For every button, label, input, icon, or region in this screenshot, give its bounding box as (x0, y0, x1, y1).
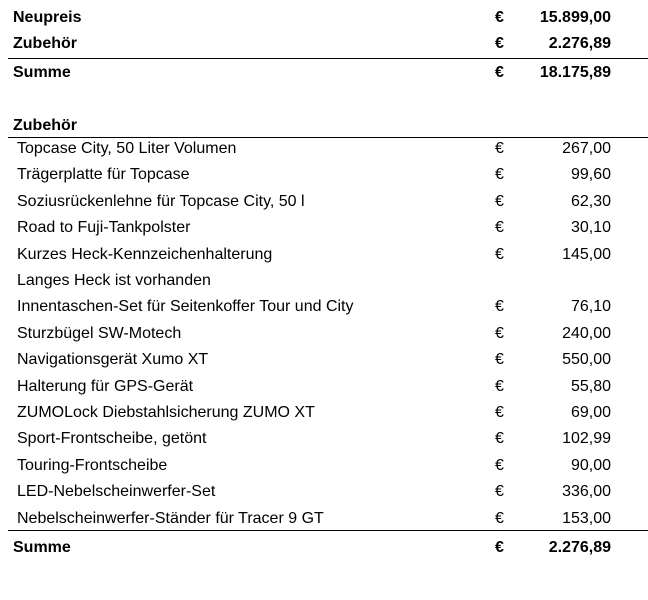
item-label: Touring-Frontscheibe (17, 456, 168, 474)
list-item (0, 426, 648, 452)
item-amount: 145,00 (562, 245, 611, 263)
item-label: Nebelscheinwerfer-Ständer für Tracer 9 GT (17, 509, 324, 527)
total-label: Summe (13, 64, 71, 81)
row-label: Neupreis (13, 9, 82, 26)
currency-symbol: € (495, 64, 504, 81)
item-label: Soziusrückenlehne für Topcase City, 50 l (17, 192, 305, 210)
item-label: Sport-Frontscheibe, getönt (17, 430, 207, 448)
currency-symbol: € (495, 245, 504, 263)
item-amount: 267,00 (562, 140, 611, 157)
list-item (0, 453, 648, 479)
item-amount: 62,30 (570, 192, 611, 210)
currency-symbol: € (495, 456, 504, 474)
item-amount: 55,80 (570, 377, 611, 395)
item-label: Kurzes Heck-Kennzeichenhalterung (17, 245, 273, 263)
currency-symbol: € (495, 324, 504, 342)
list-item (0, 268, 648, 294)
list-item (0, 400, 648, 426)
currency-symbol: € (495, 430, 504, 448)
list-item (0, 347, 648, 373)
currency-symbol: € (495, 351, 504, 369)
total-amount: 2.276,89 (548, 539, 611, 556)
item-label: LED-Nebelscheinwerfer-Set (17, 483, 216, 501)
total-divider (8, 530, 648, 531)
item-label: Road to Fuji-Tankpolster (17, 219, 191, 237)
currency-symbol: € (495, 483, 504, 501)
currency-symbol: € (495, 9, 504, 26)
row-amount: 2.276,89 (548, 35, 611, 52)
item-amount: 336,00 (562, 483, 611, 501)
item-amount: 102,99 (562, 430, 611, 448)
currency-symbol: € (495, 166, 504, 184)
item-amount: 99,60 (570, 166, 611, 184)
currency-symbol: € (495, 539, 504, 556)
accessories-total-row (0, 535, 648, 561)
list-item (0, 215, 648, 241)
total-amount: 18.175,89 (539, 64, 611, 81)
item-amount: 69,00 (570, 404, 611, 421)
summary-divider (8, 58, 648, 59)
list-item (0, 189, 648, 215)
list-item (0, 242, 648, 268)
item-amount: 153,00 (562, 509, 611, 527)
list-item (0, 506, 648, 532)
currency-symbol: € (495, 298, 504, 316)
currency-symbol: € (495, 219, 504, 237)
list-item (0, 321, 648, 347)
list-item (0, 294, 648, 320)
summary-row-zubehoer (0, 31, 648, 57)
currency-symbol: € (495, 35, 504, 52)
summary-row-neupreis (0, 5, 648, 31)
currency-symbol: € (495, 509, 504, 527)
item-label: Sturzbügel SW-Motech (17, 324, 182, 342)
item-amount: 90,00 (570, 456, 611, 474)
item-amount: 550,00 (562, 351, 611, 369)
row-amount: 15.899,00 (539, 9, 611, 26)
currency-symbol: € (495, 377, 504, 395)
currency-symbol: € (495, 404, 504, 421)
total-label: Summe (13, 539, 71, 556)
item-label: ZUMOLock Diebstahlsicherung ZUMO XT (17, 404, 315, 421)
currency-symbol: € (495, 192, 504, 210)
item-label: Topcase City, 50 Liter Volumen (17, 140, 237, 157)
item-label: Langes Heck ist vorhanden (17, 272, 211, 289)
list-item (0, 136, 648, 162)
item-label: Trägerplatte für Topcase (17, 166, 190, 184)
item-label: Halterung für GPS-Gerät (17, 377, 194, 395)
item-label: Navigationsgerät Xumo XT (17, 351, 209, 369)
row-label: Zubehör (13, 35, 77, 52)
list-item (0, 162, 648, 188)
item-label: Innentaschen-Set für Seitenkoffer Tour und City (17, 298, 354, 316)
item-amount: 30,10 (570, 219, 611, 237)
accessories-heading: Zubehör (13, 117, 77, 134)
list-item (0, 479, 648, 505)
summary-total-row (0, 60, 648, 86)
currency-symbol: € (495, 140, 504, 157)
item-amount: 76,10 (570, 298, 611, 316)
item-amount: 240,00 (562, 324, 611, 342)
list-item (0, 374, 648, 400)
